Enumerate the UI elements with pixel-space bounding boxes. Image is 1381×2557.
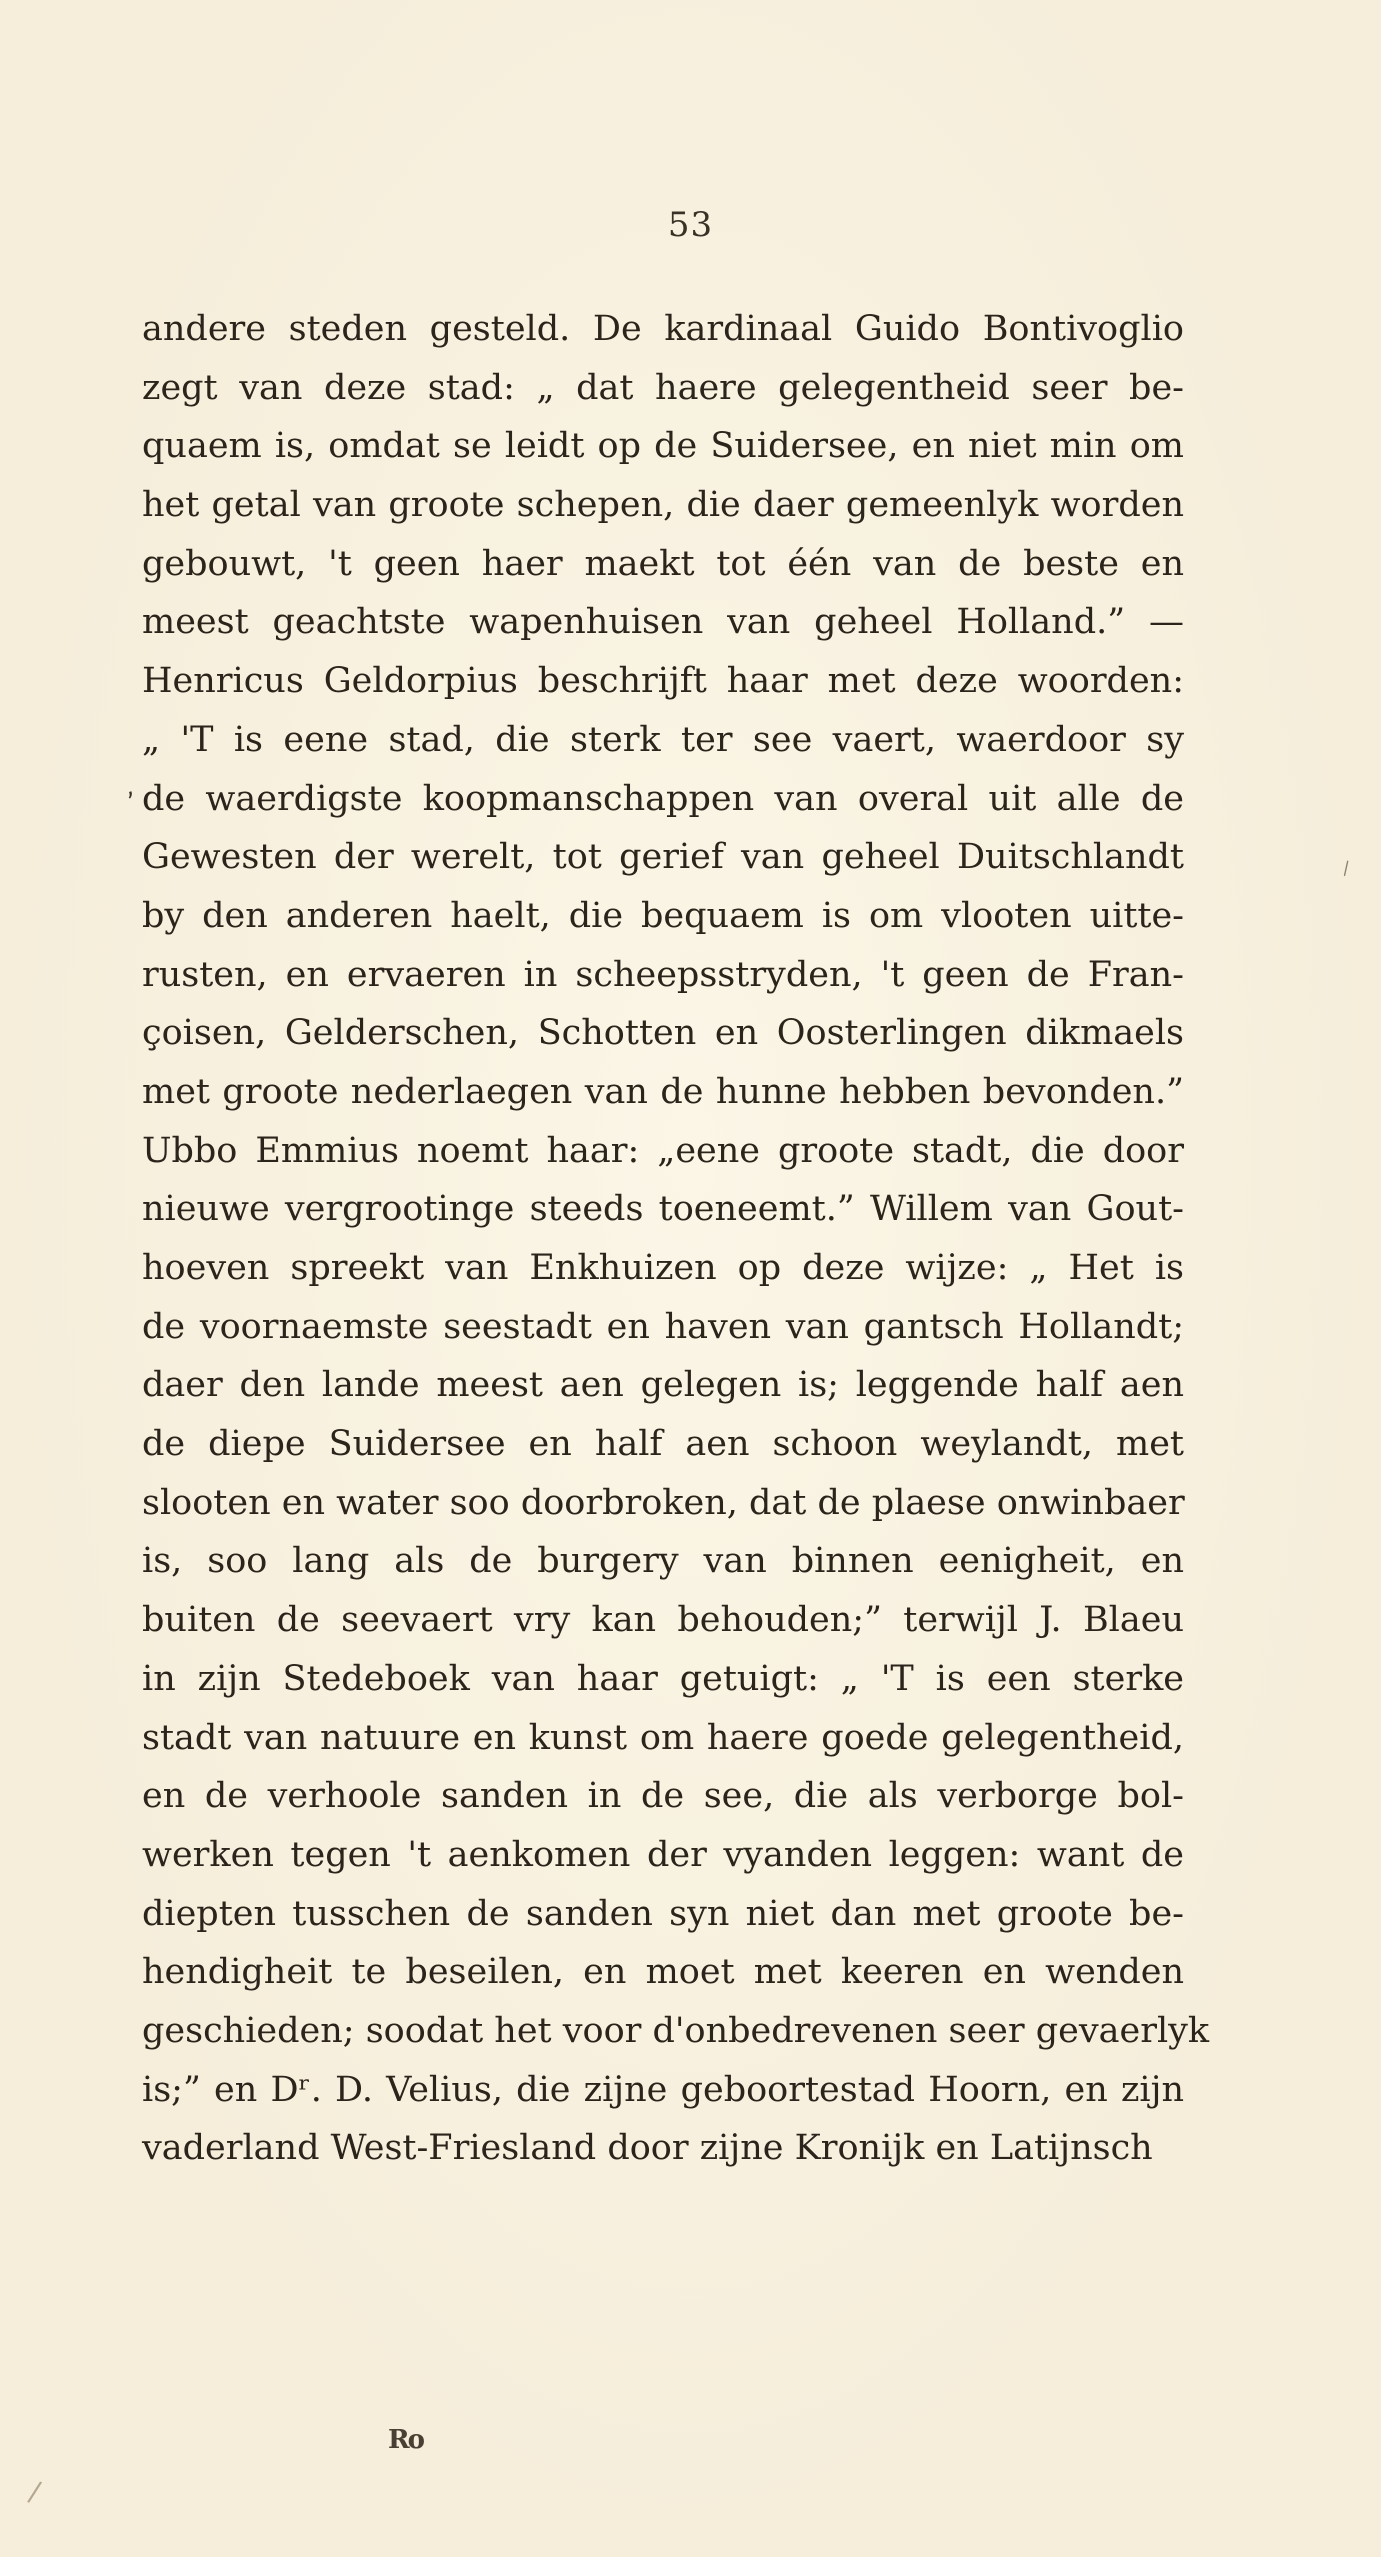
text-line: çoisen, Gelderschen, Schotten en Oosterlingen dikmaels [142,1013,1184,1054]
text-line: „ 'T is eene stad, die sterk ter see vaert, waerdoor sy [142,719,1184,760]
text-line: quaem is, omdat se leidt op de Suidersee, en niet min om [142,426,1184,467]
text-line: de diepe Suidersee en half aen schoon weylandt, met [142,1424,1184,1465]
margin-mark: \ [1338,857,1354,880]
text-line: is, soo lang als de burgery van binnen eenigheit, en [142,1541,1184,1582]
page-number: 53 [667,205,714,245]
text-line: daer den lande meest aen gelegen is; leggende half aen [142,1365,1184,1406]
text-line: slooten en water soo doorbroken, dat de plaese onwinbaer [142,1482,1185,1523]
text-line: met groote nederlaegen van de hunne hebben bevonden.” [142,1071,1184,1112]
edge-mark: / [25,2474,44,2509]
text-line: het getal van groote schepen, die daer gemeenlyk worden [142,485,1184,526]
text-line: is;” en Dʳ. D. Velius, die zijne geboortestad Hoorn, en zijn [142,2069,1184,2110]
text-line: vaderland West-Friesland door zijne Kronijk en Latijnsch [142,2128,1153,2169]
text-line: de waerdigste koopmanschappen van overal uit alle de [142,778,1184,819]
text-line: werken tegen 't aenkomen der vyanden leggen: want de [142,1834,1184,1875]
text-line: hoeven spreekt van Enkhuizen op deze wijze: „ Het is [142,1248,1184,1288]
margin-mark: , [119,771,138,803]
text-line: gebouwt, 't geen haer maekt tot één van de beste en [142,543,1184,584]
text-line: rusten, en ervaeren in scheepsstryden, 't geen de Fran- [142,954,1184,995]
text-line: Gewesten der werelt, tot gerief van geheel Duitschlandt [142,837,1184,878]
text-line: de voornaemste seestadt en haven van gantsch Hollandt; [142,1306,1184,1347]
text-line: geschieden; soodat het voor d'onbedrevenen seer gevaerlyk [142,2010,1210,2051]
text-line: in zijn Stedeboek van haar getuigt: „ 'T is een sterke [142,1658,1184,1699]
text-line: zegt van deze stad: „ dat haere gelegentheid seer be- [142,367,1184,408]
text-line: Henricus Geldorpius beschrijft haar met deze woorden: [142,661,1184,702]
text-line: meest geachtste wapenhuisen van geheel Holland.” — [142,602,1184,643]
text-line: Ubbo Emmius noemt haar: „eene groote stadt, die door [142,1130,1184,1171]
text-line: buiten de seevaert vry kan behouden;” terwijl J. Blaeu [142,1600,1184,1641]
text-line: by den anderen haelt, die bequaem is om vlooten uitte- [142,895,1184,936]
text-line: diepten tusschen de sanden syn niet dan met groote be- [142,1893,1184,1934]
text-line: stadt van natuure en kunst om haere goede gelegentheid, [142,1717,1184,1758]
text-line: andere steden gesteld. De kardinaal Guido Bontivoglio [142,309,1184,349]
signature-mark: Ro [388,2425,423,2455]
text-line: hendigheit te beseilen, en moet met keeren en wenden [142,1952,1184,1993]
body-text [142,300,1210,2178]
text-line: en de verhoole sanden in de see, die als verborge bol- [142,1776,1184,1817]
text-line: nieuwe vergrootinge steeds toeneemt.” Willem van Gout- [142,1189,1184,1230]
